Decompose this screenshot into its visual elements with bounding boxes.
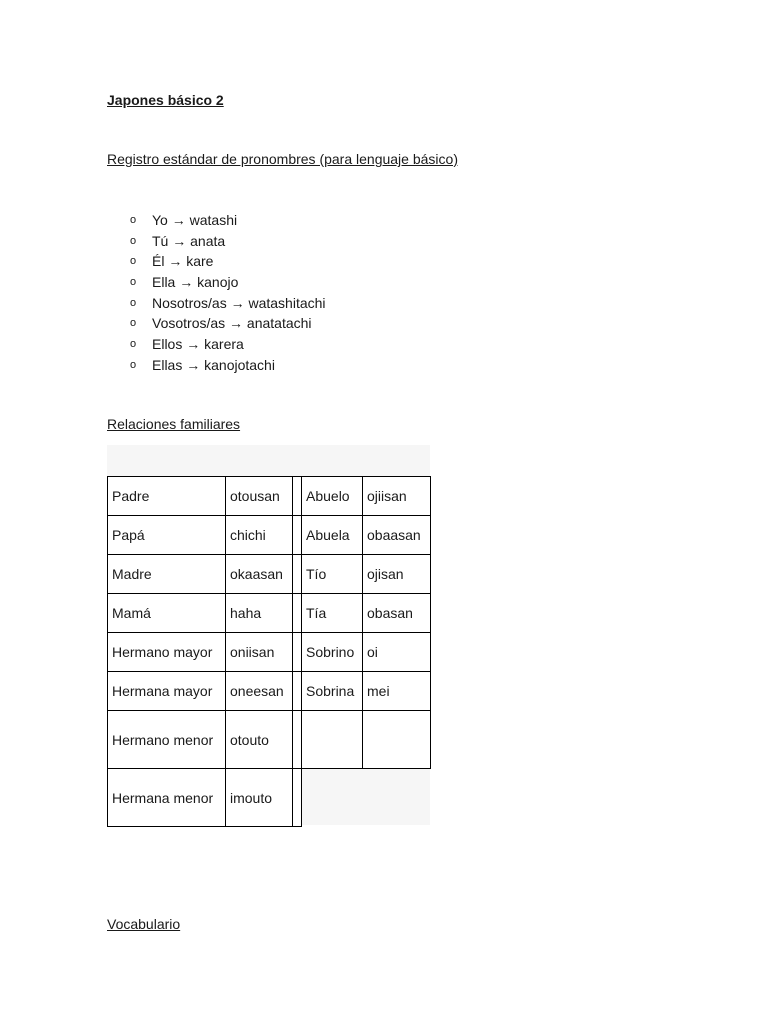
table-empty-cell (363, 769, 431, 827)
table-row (108, 477, 431, 516)
table-spacer-cell (293, 711, 302, 769)
table-spacer-cell (293, 555, 302, 594)
table-spacer-cell (293, 769, 302, 827)
table-cell: Papá (108, 516, 226, 555)
table-cell: Abuelo (302, 477, 363, 516)
list-item (130, 231, 326, 252)
table-row (108, 711, 431, 769)
table-cell: obasan (363, 594, 431, 633)
pronoun-text: Él → kare (152, 253, 214, 270)
pronoun-text: Nosotros/as → watashitachi (152, 294, 326, 311)
table-spacer-cell (293, 477, 302, 516)
pronoun-text: Vosotros/as → anatatachi (152, 315, 312, 332)
table-row (108, 594, 431, 633)
table-spacer-cell (293, 516, 302, 555)
table-spacer-cell (293, 633, 302, 672)
table-row (108, 672, 431, 711)
table-cell: otousan (226, 477, 293, 516)
table-cell: otouto (226, 711, 293, 769)
family-relations-heading: Relaciones familiares (107, 416, 241, 432)
table-cell: oniisan (226, 633, 293, 672)
list-item (130, 355, 326, 376)
table-row (108, 633, 431, 672)
pronoun-text: Tú → anata (152, 232, 226, 249)
table-cell: ojiisan (363, 477, 431, 516)
table-cell: Tía (302, 594, 363, 633)
pronoun-list (130, 210, 326, 376)
bullet-icon: o (130, 338, 137, 351)
list-item (130, 313, 326, 334)
list-item (130, 251, 326, 272)
bullet-icon: o (130, 358, 137, 371)
table-cell: Hermano mayor (108, 633, 226, 672)
bullet-icon: o (130, 255, 137, 268)
table-cell (302, 711, 363, 769)
bullet-icon: o (130, 234, 137, 247)
table-row (108, 555, 431, 594)
table-cell: Sobrina (302, 672, 363, 711)
table-cell: okaasan (226, 555, 293, 594)
table-empty-cell (302, 769, 363, 827)
list-item (130, 293, 326, 314)
table-cell: mei (363, 672, 431, 711)
family-relations-table (107, 476, 431, 827)
table-spacer-cell (293, 594, 302, 633)
table-cell: haha (226, 594, 293, 633)
table-row (108, 769, 431, 827)
pronoun-text: Ellos → karera (152, 336, 244, 353)
vocabulary-heading: Vocabulario (107, 916, 181, 932)
table-cell: Hermana menor (108, 769, 226, 827)
table-cell: Hermana mayor (108, 672, 226, 711)
list-item (130, 334, 326, 355)
list-item (130, 272, 326, 293)
table-cell: oi (363, 633, 431, 672)
bullet-icon: o (130, 276, 137, 289)
table-cell: Madre (108, 555, 226, 594)
table-cell: chichi (226, 516, 293, 555)
bullet-icon: o (130, 214, 137, 226)
table-cell: Abuela (302, 516, 363, 555)
pronouns-heading: Registro estándar de pronombres (para lenguaje básico) (107, 151, 458, 167)
document-title: Japones básico 2 (107, 92, 224, 108)
bullet-icon: o (130, 296, 137, 309)
table-cell: obaasan (363, 516, 431, 555)
table-row (108, 516, 431, 555)
table-cell: oneesan (226, 672, 293, 711)
pronoun-text: Ellas → kanojotachi (152, 356, 275, 373)
table-cell: Sobrino (302, 633, 363, 672)
table-cell: Hermano menor (108, 711, 226, 769)
table-cell: Mamá (108, 594, 226, 633)
table-cell: Padre (108, 477, 226, 516)
list-item (130, 210, 326, 231)
table-cell (363, 711, 431, 769)
pronoun-text: Ella → kanojo (152, 274, 239, 291)
table-cell: imouto (226, 769, 293, 827)
table-spacer-cell (293, 672, 302, 711)
bullet-icon: o (130, 317, 137, 330)
table-cell: ojisan (363, 555, 431, 594)
table-cell: Tío (302, 555, 363, 594)
pronoun-text: Yo → watashi (152, 212, 238, 228)
